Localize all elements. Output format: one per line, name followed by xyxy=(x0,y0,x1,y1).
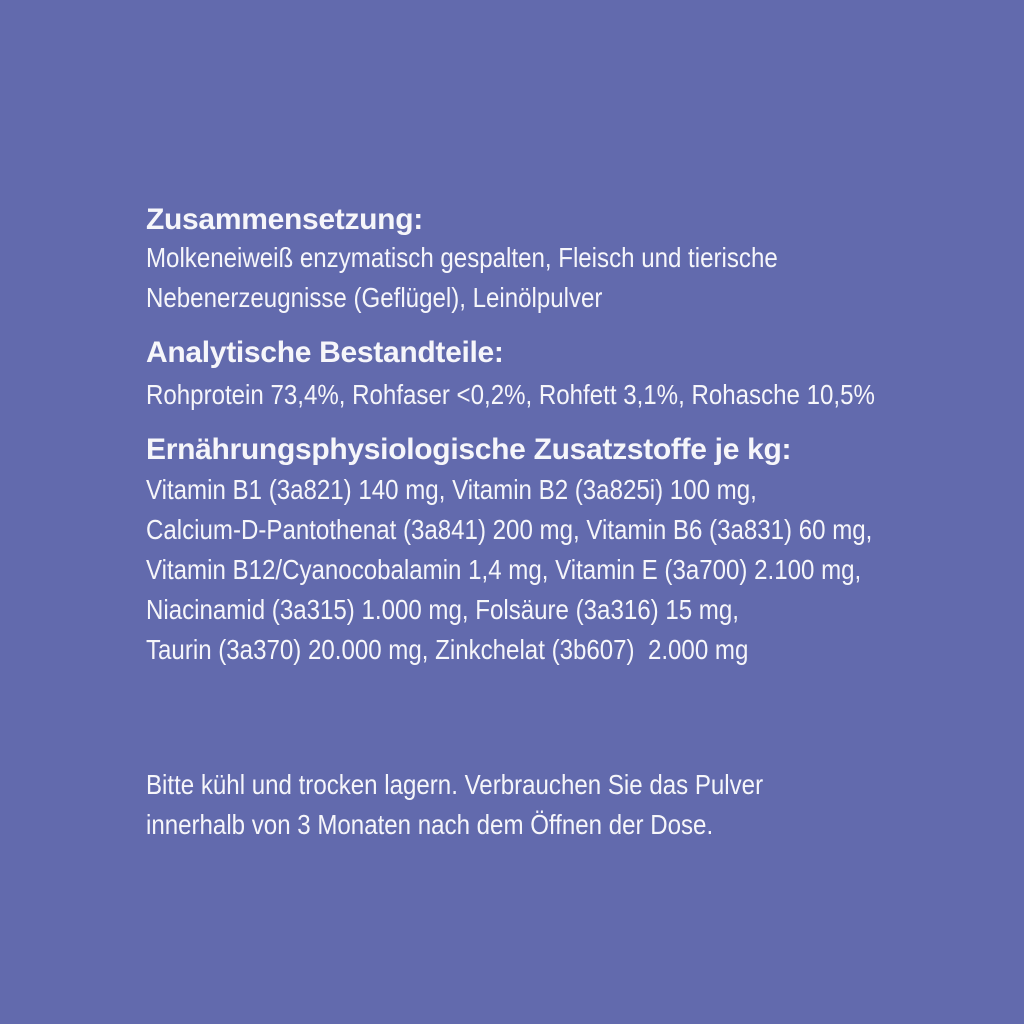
analytical-constituents-heading: Analytische Bestandteile: xyxy=(146,336,504,369)
composition-heading: Zusammensetzung: xyxy=(146,203,423,236)
nutritional-additives-line: Calcium-D-Pantothenat (3a841) 200 mg, Vitamin B6 (3a831) 60 mg, xyxy=(146,514,873,545)
nutritional-additives-text xyxy=(146,470,991,670)
analytical-constituents-line: Rohprotein 73,4%, Rohfaser <0,2%, Rohfett 3,1%, Rohasche 10,5% xyxy=(146,379,875,410)
storage-note-line: Bitte kühl und trocken lagern. Verbrauchen Sie das Pulver xyxy=(146,769,764,800)
analytical-constituents-text xyxy=(146,375,994,415)
nutritional-additives-line: Niacinamid (3a315) 1.000 mg, Folsäure (3a316) 15 mg, xyxy=(146,594,739,625)
composition-text xyxy=(146,238,881,318)
composition-line: Molkeneiweiß enzymatisch gespalten, Fleisch und tierische xyxy=(146,242,778,273)
storage-note-line: innerhalb von 3 Monaten nach dem Öffnen der Dose. xyxy=(146,809,714,840)
storage-note xyxy=(146,765,864,845)
composition-line: Nebenerzeugnisse (Geflügel), Leinölpulver xyxy=(146,282,603,313)
nutritional-additives-line: Vitamin B1 (3a821) 140 mg, Vitamin B2 (3a825i) 100 mg, xyxy=(146,474,757,505)
nutritional-additives-line: Vitamin B12/Cyanocobalamin 1,4 mg, Vitamin E (3a700) 2.100 mg, xyxy=(146,554,862,585)
nutritional-additives-heading: Ernährungsphysiologische Zusatzstoffe je kg: xyxy=(146,433,792,466)
nutritional-additives-line: Taurin (3a370) 20.000 mg, Zinkchelat (3b607) 2.000 mg xyxy=(146,634,749,665)
